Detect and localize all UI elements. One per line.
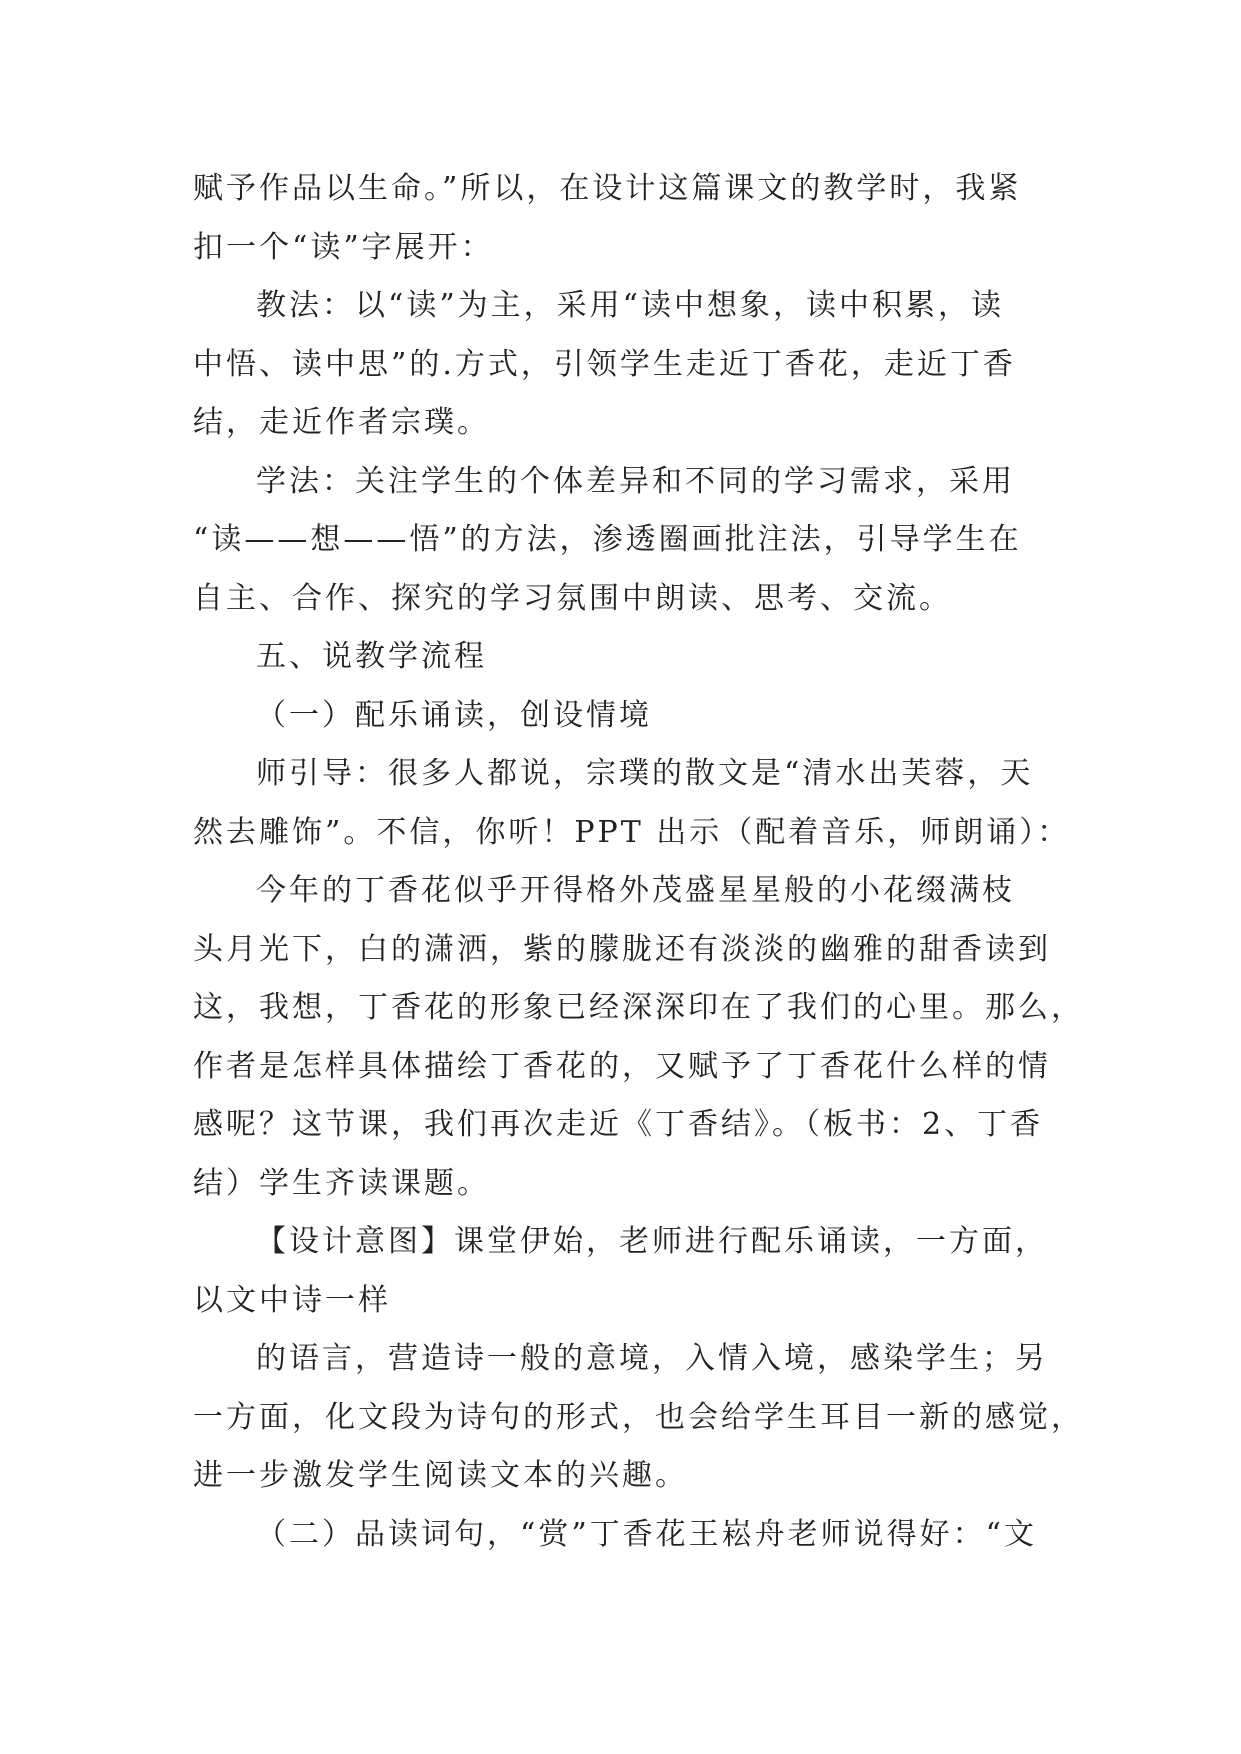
- body-text: [193, 160, 1084, 1564]
- subsection-heading: （二）品读词句，“赏”丁香花王崧舟老师说得好：“文: [256, 1516, 1038, 1552]
- text-line: 头月光下，白的潇洒，紫的朦胧还有淡淡的幽雅的甜香读到: [193, 931, 1051, 967]
- text-line: 感呢？这节课，我们再次走近《丁香结》。（板书：2、丁香: [193, 1107, 1044, 1142]
- text-line: 然去雕饰”。不信，你听！PPT 出示（配着音乐，师朗诵）：: [193, 814, 1071, 850]
- text-line: 中悟、读中思”的.方式，引领学生走近丁香花，走近丁香: [193, 346, 1016, 382]
- text-line: 赋予作品以生命。”所以，在设计这篇课文的教学时，我紧: [193, 171, 1022, 206]
- paragraph-start: 教法：以“读”为主，采用“读中想象，读中积累，读: [256, 288, 1005, 323]
- paragraph-start: 【设计意图】课堂伊始，老师进行配乐诵读，一方面，: [256, 1224, 1048, 1259]
- text-line: 作者是怎样具体描绘丁香花的，又赋予了丁香花什么样的情: [193, 1048, 1051, 1084]
- text-line: 扣一个“读”字展开：: [193, 229, 494, 265]
- subsection-heading: （一）配乐诵读，创设情境: [256, 697, 652, 733]
- paragraph-start: 学法：关注学生的个体差异和不同的学习需求，采用: [256, 463, 1015, 499]
- paragraph-start: 师引导：很多人都说，宗璞的散文是“清水出芙蓉，天: [256, 756, 1034, 791]
- text-line: 以文中诗一样: [193, 1282, 391, 1318]
- text-line: 一方面，化文段为诗句的形式，也会给学生耳目一新的感觉，: [193, 1399, 1084, 1435]
- paragraph-start: 今年的丁香花似乎开得格外茂盛星星般的小花缀满枝: [256, 873, 1015, 908]
- section-heading: 五、说教学流程: [256, 639, 487, 674]
- text-line: “读——想——悟”的方法，渗透圈画批注法，引导学生在: [193, 522, 1022, 557]
- text-line: 结）学生齐读课题。: [193, 1165, 490, 1201]
- text-line: 结，走近作者宗璞。: [193, 405, 490, 440]
- text-line: 自主、合作、探究的学习氛围中朗读、思考、交流。: [193, 580, 952, 616]
- text-line: 这，我想，丁香花的形象已经深深印在了我们的心里。那么，: [193, 990, 1084, 1025]
- paragraph-start: 的语言，营造诗一般的意境，入情入境，感染学生；另: [256, 1341, 1048, 1376]
- text-line: 进一步激发学生阅读文本的兴趣。: [193, 1458, 688, 1493]
